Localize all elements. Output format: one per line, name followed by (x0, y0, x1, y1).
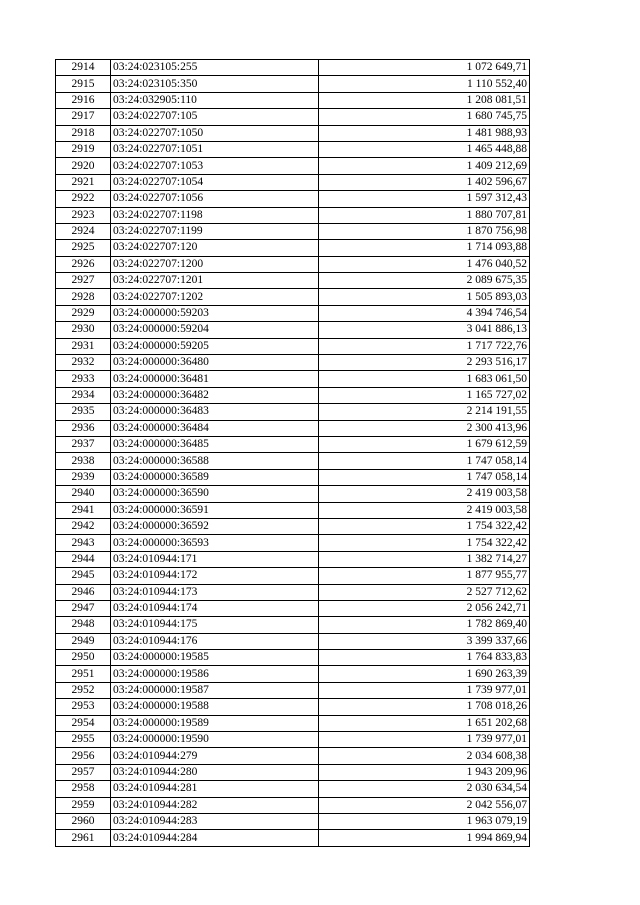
table-row (56, 715, 530, 731)
table-body (56, 60, 530, 847)
cadastral-value-cell: 4 394 746,54 (319, 305, 530, 321)
table-row (56, 502, 530, 518)
cadastral-number-cell: 03:24:022707:1202 (111, 289, 319, 305)
table-row (56, 305, 530, 321)
cadastral-value-cell: 1 072 649,71 (319, 60, 530, 76)
cadastral-number-cell: 03:24:000000:36588 (111, 453, 319, 469)
cadastral-value-cell: 1 782 869,40 (319, 617, 530, 633)
cadastral-value-cell: 2 214 191,55 (319, 404, 530, 420)
cadastral-value-cell: 1 739 977,01 (319, 732, 530, 748)
cadastral-number-cell: 03:24:000000:36591 (111, 502, 319, 518)
cadastral-value-cell: 2 419 003,58 (319, 486, 530, 502)
cadastral-value-cell: 1 382 714,27 (319, 551, 530, 567)
cadastral-value-cell: 1 690 263,39 (319, 666, 530, 682)
row-number-cell: 2959 (56, 797, 111, 813)
table-row (56, 568, 530, 584)
table-row (56, 650, 530, 666)
row-number-cell: 2944 (56, 551, 111, 567)
cadastral-number-cell: 03:24:000000:19586 (111, 666, 319, 682)
cadastral-value-cell: 2 034 608,38 (319, 748, 530, 764)
cadastral-value-cell: 2 056 242,71 (319, 600, 530, 616)
row-number-cell: 2946 (56, 584, 111, 600)
cadastral-number-cell: 03:24:000000:36485 (111, 436, 319, 452)
cadastral-value-cell: 1 481 988,93 (319, 125, 530, 141)
row-number-cell: 2945 (56, 568, 111, 584)
cadastral-number-cell: 03:24:023105:255 (111, 60, 319, 76)
cadastral-number-cell: 03:24:000000:59203 (111, 305, 319, 321)
table-row (56, 256, 530, 272)
cadastral-number-cell: 03:24:022707:1199 (111, 223, 319, 239)
cadastral-number-cell: 03:24:023105:350 (111, 76, 319, 92)
table-row (56, 486, 530, 502)
row-number-cell: 2938 (56, 453, 111, 469)
row-number-cell: 2952 (56, 682, 111, 698)
row-number-cell: 2951 (56, 666, 111, 682)
table-row (56, 813, 530, 829)
table-row (56, 158, 530, 174)
cadastral-number-cell: 03:24:022707:120 (111, 240, 319, 256)
cadastral-number-cell: 03:24:010944:171 (111, 551, 319, 567)
cadastral-number-cell: 03:24:010944:284 (111, 830, 319, 846)
row-number-cell: 2943 (56, 535, 111, 551)
cadastral-number-cell: 03:24:000000:19585 (111, 650, 319, 666)
row-number-cell: 2934 (56, 387, 111, 403)
row-number-cell: 2947 (56, 600, 111, 616)
table-row (56, 748, 530, 764)
cadastral-value-cell: 2 089 675,35 (319, 273, 530, 289)
row-number-cell: 2925 (56, 240, 111, 256)
table-row (56, 600, 530, 616)
cadastral-value-cell: 1 680 745,75 (319, 109, 530, 125)
cadastral-value-cell: 3 041 886,13 (319, 322, 530, 338)
cadastral-number-cell: 03:24:000000:36484 (111, 420, 319, 436)
cadastral-number-cell: 03:24:000000:36482 (111, 387, 319, 403)
row-number-cell: 2960 (56, 813, 111, 829)
cadastral-number-cell: 03:24:010944:172 (111, 568, 319, 584)
cadastral-number-cell: 03:24:022707:1056 (111, 191, 319, 207)
cadastral-number-cell: 03:24:000000:59204 (111, 322, 319, 338)
cadastral-number-cell: 03:24:022707:1198 (111, 207, 319, 223)
cadastral-number-cell: 03:24:022707:1200 (111, 256, 319, 272)
cadastral-value-cell: 1 877 955,77 (319, 568, 530, 584)
table-row (56, 322, 530, 338)
cadastral-value-cell: 1 465 448,88 (319, 141, 530, 157)
table-row (56, 240, 530, 256)
cadastral-number-cell: 03:24:010944:279 (111, 748, 319, 764)
row-number-cell: 2958 (56, 781, 111, 797)
table-row (56, 617, 530, 633)
cadastral-value-cell: 1 476 040,52 (319, 256, 530, 272)
row-number-cell: 2954 (56, 715, 111, 731)
cadastral-number-cell: 03:24:022707:1054 (111, 174, 319, 190)
table-row (56, 781, 530, 797)
cadastral-number-cell: 03:24:000000:19589 (111, 715, 319, 731)
row-number-cell: 2928 (56, 289, 111, 305)
row-number-cell: 2948 (56, 617, 111, 633)
row-number-cell: 2918 (56, 125, 111, 141)
table-row (56, 420, 530, 436)
row-number-cell: 2949 (56, 633, 111, 649)
table-row (56, 535, 530, 551)
cadastral-value-cell: 1 717 722,76 (319, 338, 530, 354)
row-number-cell: 2914 (56, 60, 111, 76)
table-row (56, 109, 530, 125)
table-row (56, 207, 530, 223)
row-number-cell: 2927 (56, 273, 111, 289)
cadastral-value-cell: 1 651 202,68 (319, 715, 530, 731)
cadastral-value-cell: 2 293 516,17 (319, 355, 530, 371)
table-row (56, 355, 530, 371)
cadastral-value-cell: 1 754 322,42 (319, 535, 530, 551)
table-row (56, 223, 530, 239)
table-row (56, 797, 530, 813)
cadastral-number-cell: 03:24:010944:282 (111, 797, 319, 813)
cadastral-value-cell: 1 943 209,96 (319, 764, 530, 780)
row-number-cell: 2956 (56, 748, 111, 764)
table-row (56, 699, 530, 715)
row-number-cell: 2922 (56, 191, 111, 207)
cadastral-value-cell: 1 208 081,51 (319, 92, 530, 108)
cadastral-number-cell: 03:24:000000:36480 (111, 355, 319, 371)
cadastral-number-cell: 03:24:010944:174 (111, 600, 319, 616)
table-row (56, 551, 530, 567)
cadastral-number-cell: 03:24:010944:176 (111, 633, 319, 649)
cadastral-value-cell: 1 597 312,43 (319, 191, 530, 207)
cadastral-value-cell: 2 030 634,54 (319, 781, 530, 797)
cadastral-value-cell: 1 409 212,69 (319, 158, 530, 174)
cadastral-number-cell: 03:24:010944:175 (111, 617, 319, 633)
table-row (56, 469, 530, 485)
row-number-cell: 2929 (56, 305, 111, 321)
cadastral-value-cell: 1 679 612,59 (319, 436, 530, 452)
row-number-cell: 2937 (56, 436, 111, 452)
table-row (56, 453, 530, 469)
row-number-cell: 2923 (56, 207, 111, 223)
cadastral-number-cell: 03:24:000000:36589 (111, 469, 319, 485)
table-row (56, 633, 530, 649)
cadastral-number-cell: 03:24:000000:19590 (111, 732, 319, 748)
cadastral-value-cell: 1 747 058,14 (319, 453, 530, 469)
row-number-cell: 2941 (56, 502, 111, 518)
cadastral-number-cell: 03:24:000000:59205 (111, 338, 319, 354)
cadastral-value-cell: 2 042 556,07 (319, 797, 530, 813)
table-row (56, 436, 530, 452)
cadastral-number-cell: 03:24:000000:36593 (111, 535, 319, 551)
cadastral-number-cell: 03:24:032905:110 (111, 92, 319, 108)
table-row (56, 830, 530, 846)
cadastral-value-cell: 1 880 707,81 (319, 207, 530, 223)
cadastral-value-cell: 3 399 337,66 (319, 633, 530, 649)
row-number-cell: 2926 (56, 256, 111, 272)
row-number-cell: 2932 (56, 355, 111, 371)
cadastral-value-cell: 1 963 079,19 (319, 813, 530, 829)
table-row (56, 371, 530, 387)
cadastral-value-cell: 2 300 413,96 (319, 420, 530, 436)
table-row (56, 125, 530, 141)
table-row (56, 289, 530, 305)
cadastral-value-cell: 1 683 061,50 (319, 371, 530, 387)
cadastral-value-table (55, 59, 530, 847)
table-row (56, 174, 530, 190)
cadastral-number-cell: 03:24:000000:19587 (111, 682, 319, 698)
row-number-cell: 2920 (56, 158, 111, 174)
cadastral-value-cell: 1 714 093,88 (319, 240, 530, 256)
row-number-cell: 2930 (56, 322, 111, 338)
cadastral-value-cell: 1 994 869,94 (319, 830, 530, 846)
cadastral-number-cell: 03:24:022707:1050 (111, 125, 319, 141)
table-row (56, 191, 530, 207)
row-number-cell: 2916 (56, 92, 111, 108)
table-row (56, 141, 530, 157)
cadastral-value-cell: 1 708 018,26 (319, 699, 530, 715)
cadastral-number-cell: 03:24:010944:281 (111, 781, 319, 797)
table-row (56, 92, 530, 108)
cadastral-value-cell: 1 110 552,40 (319, 76, 530, 92)
table-row (56, 666, 530, 682)
cadastral-number-cell: 03:24:010944:280 (111, 764, 319, 780)
cadastral-value-cell: 2 527 712,62 (319, 584, 530, 600)
row-number-cell: 2950 (56, 650, 111, 666)
row-number-cell: 2919 (56, 141, 111, 157)
table-row (56, 518, 530, 534)
cadastral-number-cell: 03:24:022707:1053 (111, 158, 319, 174)
row-number-cell: 2961 (56, 830, 111, 846)
cadastral-number-cell: 03:24:000000:36592 (111, 518, 319, 534)
cadastral-value-cell: 1 747 058,14 (319, 469, 530, 485)
cadastral-number-cell: 03:24:000000:36481 (111, 371, 319, 387)
cadastral-number-cell: 03:24:022707:105 (111, 109, 319, 125)
cadastral-number-cell: 03:24:000000:19588 (111, 699, 319, 715)
row-number-cell: 2942 (56, 518, 111, 534)
row-number-cell: 2953 (56, 699, 111, 715)
row-number-cell: 2955 (56, 732, 111, 748)
table-row (56, 60, 530, 76)
cadastral-value-cell: 2 419 003,58 (319, 502, 530, 518)
row-number-cell: 2921 (56, 174, 111, 190)
cadastral-value-cell: 1 402 596,67 (319, 174, 530, 190)
cadastral-value-cell: 1 754 322,42 (319, 518, 530, 534)
cadastral-number-cell: 03:24:022707:1201 (111, 273, 319, 289)
table-row (56, 273, 530, 289)
table-row (56, 387, 530, 403)
row-number-cell: 2917 (56, 109, 111, 125)
table-row (56, 682, 530, 698)
cadastral-number-cell: 03:24:022707:1051 (111, 141, 319, 157)
row-number-cell: 2935 (56, 404, 111, 420)
table-row (56, 764, 530, 780)
cadastral-value-cell: 1 764 833,83 (319, 650, 530, 666)
cadastral-value-cell: 1 870 756,98 (319, 223, 530, 239)
row-number-cell: 2939 (56, 469, 111, 485)
table-row (56, 338, 530, 354)
cadastral-number-cell: 03:24:000000:36590 (111, 486, 319, 502)
cadastral-number-cell: 03:24:010944:173 (111, 584, 319, 600)
table-row (56, 584, 530, 600)
row-number-cell: 2936 (56, 420, 111, 436)
row-number-cell: 2957 (56, 764, 111, 780)
row-number-cell: 2933 (56, 371, 111, 387)
cadastral-number-cell: 03:24:010944:283 (111, 813, 319, 829)
table-row (56, 732, 530, 748)
table-row (56, 404, 530, 420)
table-row (56, 76, 530, 92)
cadastral-value-cell: 1 165 727,02 (319, 387, 530, 403)
cadastral-value-cell: 1 739 977,01 (319, 682, 530, 698)
row-number-cell: 2915 (56, 76, 111, 92)
row-number-cell: 2931 (56, 338, 111, 354)
cadastral-value-cell: 1 505 893,03 (319, 289, 530, 305)
row-number-cell: 2940 (56, 486, 111, 502)
row-number-cell: 2924 (56, 223, 111, 239)
cadastral-number-cell: 03:24:000000:36483 (111, 404, 319, 420)
